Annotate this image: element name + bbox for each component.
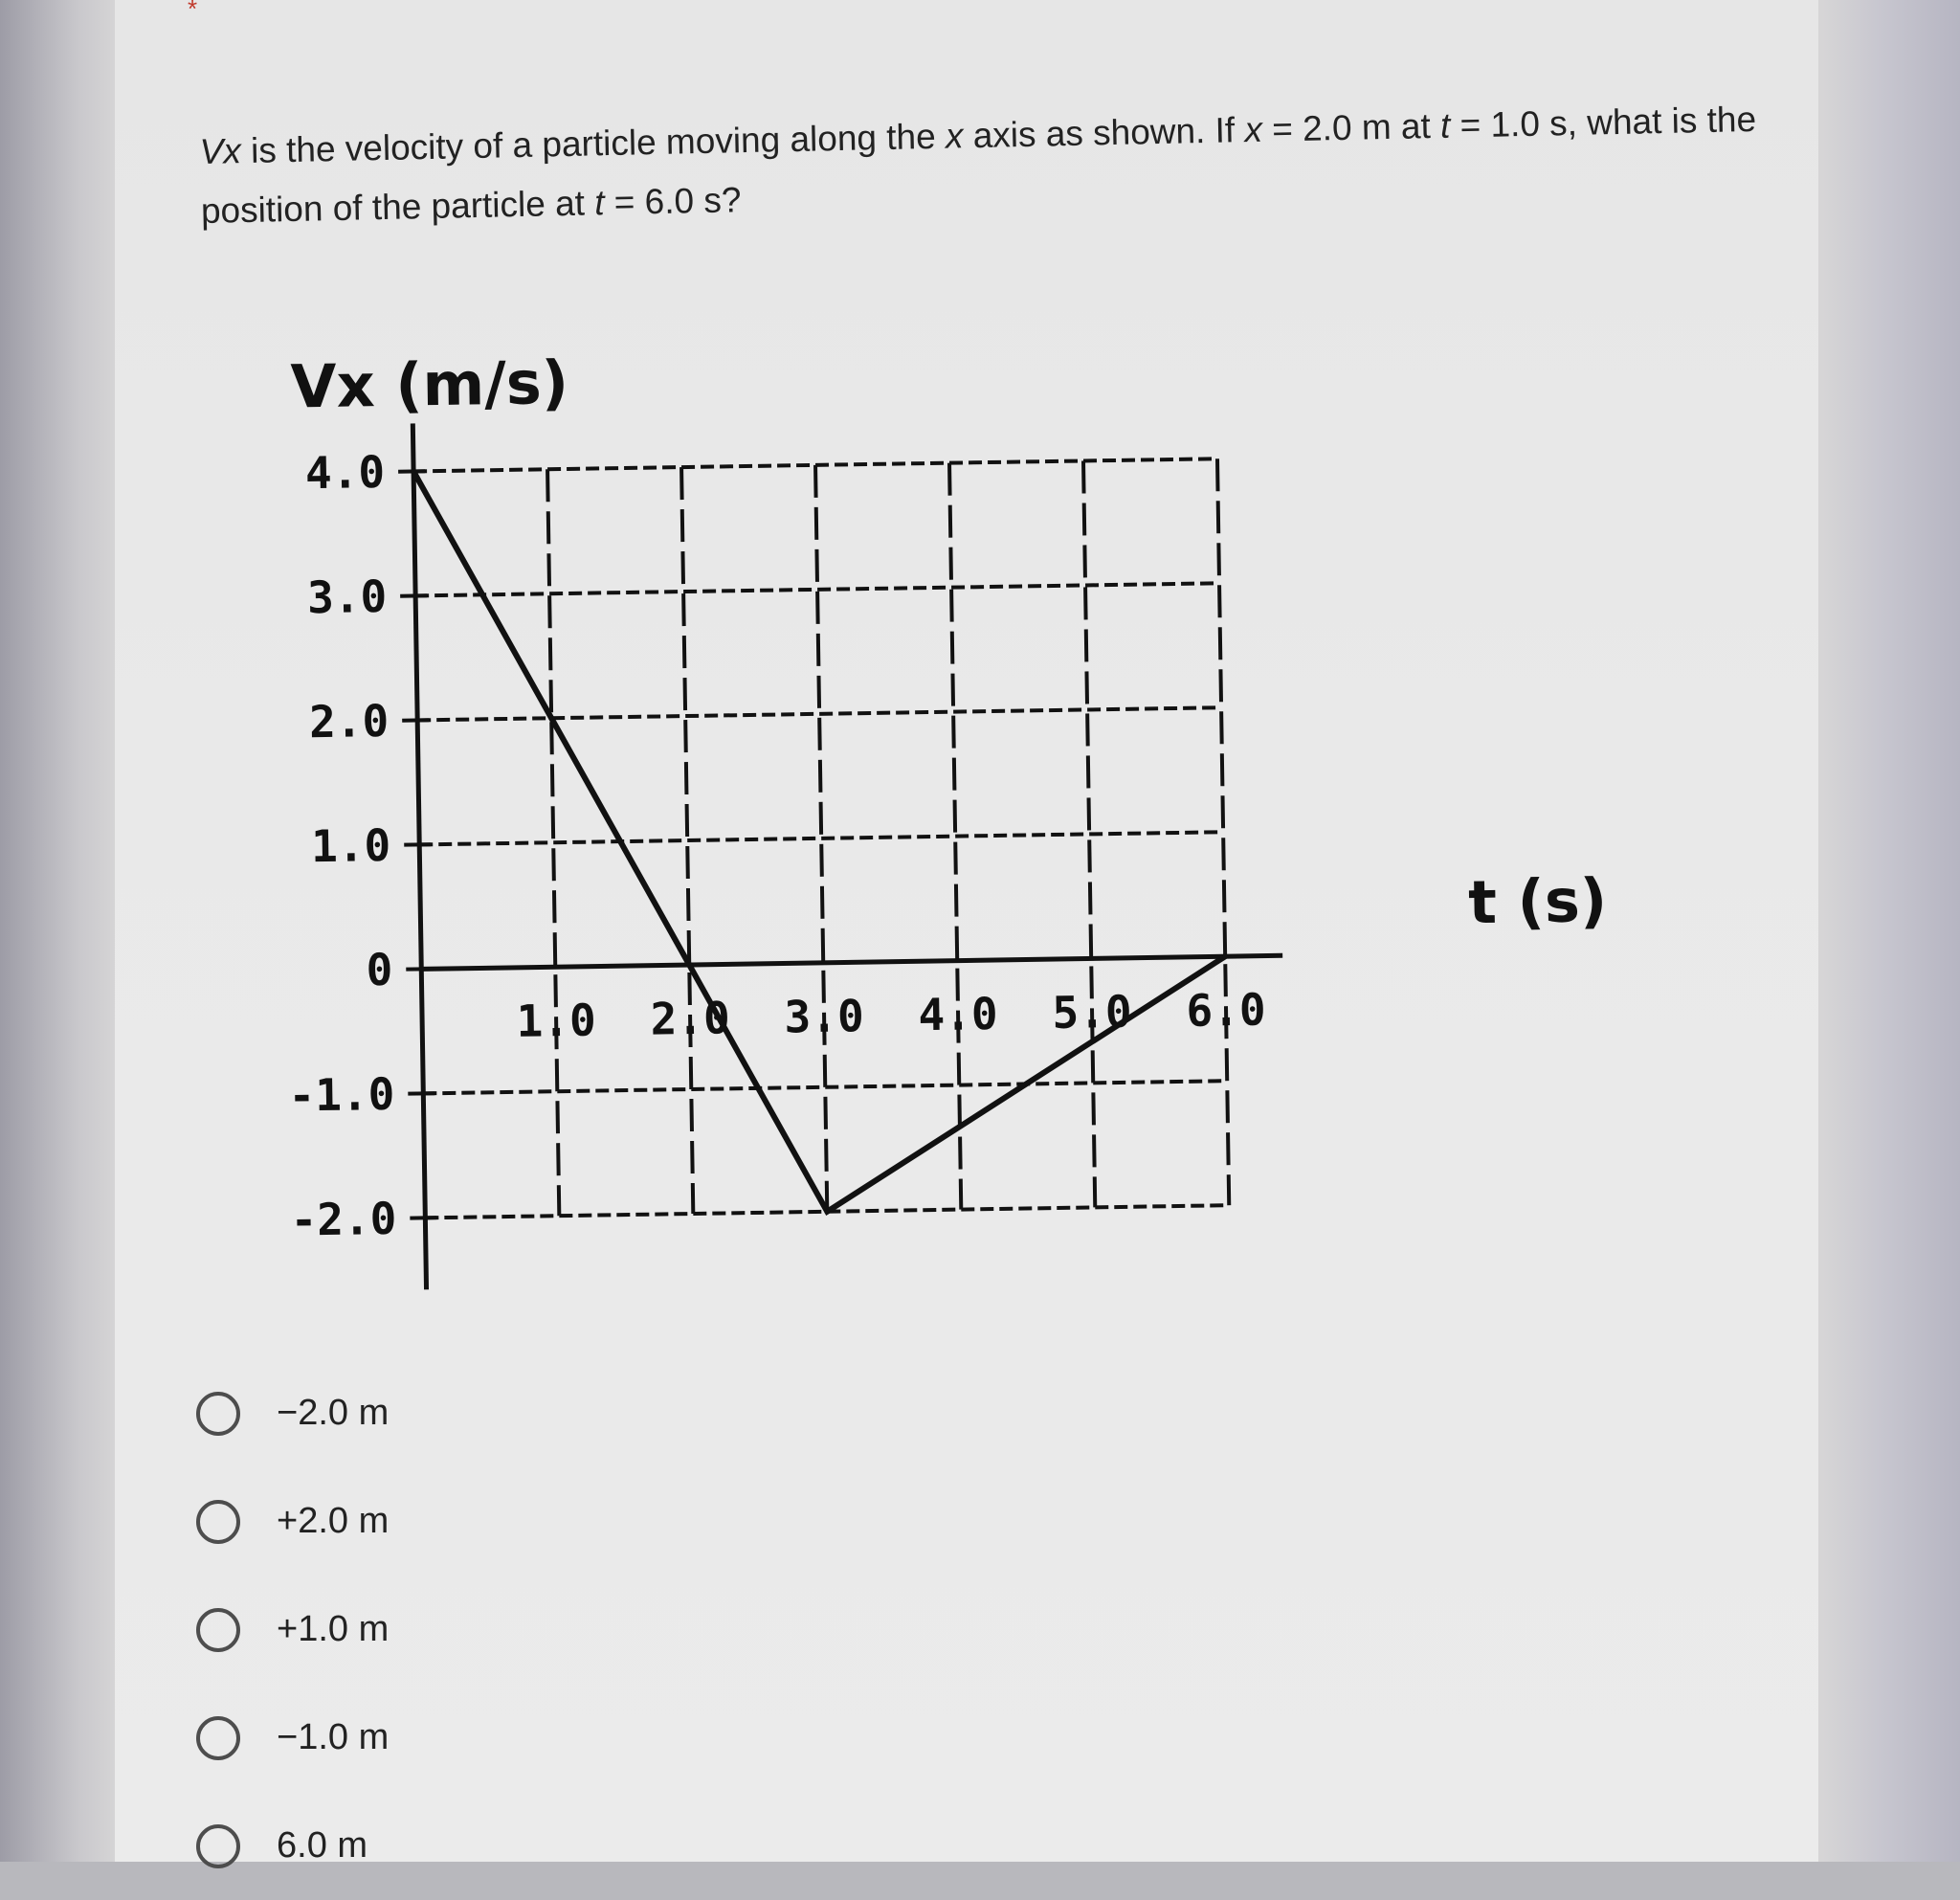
x-tick-label: 1.0	[516, 995, 596, 1047]
answer-option[interactable]	[196, 1576, 962, 1684]
question-text-part: = 1.0 s, what is the position of the particle at	[201, 100, 1757, 231]
answer-option-label: 6.0 m	[277, 1825, 368, 1866]
y-tick-label: 1.0	[311, 819, 391, 872]
question-var-t: t	[594, 183, 605, 222]
x-tick-label: 4.0	[918, 988, 998, 1040]
x-tick-label: 3.0	[784, 990, 864, 1042]
answer-option[interactable]	[196, 1792, 962, 1900]
y-tick-label: 4.0	[305, 446, 386, 499]
x-axis-line	[421, 955, 1282, 969]
answer-option-label: −2.0 m	[277, 1393, 389, 1434]
question-vx: Vx	[199, 131, 241, 171]
answer-option[interactable]	[196, 1684, 962, 1792]
answer-options	[196, 1359, 962, 1900]
y-tick-label: 3.0	[307, 570, 388, 623]
x-tick-label: 5.0	[1052, 986, 1132, 1039]
y-tick-label: 0	[366, 944, 393, 995]
velocity-time-graph	[258, 324, 1632, 1292]
question-var-x: x	[946, 116, 964, 155]
answer-option[interactable]	[196, 1359, 962, 1467]
question-var-x: x	[1244, 110, 1262, 149]
y-axis-title: Vx (m/s)	[290, 347, 569, 422]
x-axis-title: t (s)	[1468, 865, 1608, 937]
answer-option-label: +1.0 m	[277, 1609, 389, 1650]
chart-svg	[258, 324, 1632, 1292]
answer-option-label: −1.0 m	[277, 1717, 389, 1758]
question-text-part: axis as shown. If	[963, 110, 1245, 155]
question-text-part: is the velocity of a particle moving along the	[240, 117, 946, 170]
v-gridline	[1217, 458, 1229, 1205]
question-text-part: = 6.0 s?	[604, 180, 742, 222]
required-marker: *	[188, 0, 197, 24]
x-tick-label: 2.0	[650, 992, 730, 1044]
answer-option-label: +2.0 m	[277, 1501, 389, 1542]
radio-button[interactable]	[196, 1608, 240, 1652]
y-tick-label: -2.0	[290, 1193, 397, 1246]
radio-button[interactable]	[196, 1716, 240, 1760]
radio-button[interactable]	[196, 1500, 240, 1544]
x-tick-label: 6.0	[1186, 984, 1266, 1037]
y-tick-label: 2.0	[309, 695, 390, 748]
answer-option[interactable]	[196, 1467, 962, 1576]
y-axis-line	[412, 423, 426, 1289]
y-tick-label: -1.0	[288, 1068, 395, 1122]
chart-grid	[413, 458, 1229, 1218]
radio-button[interactable]	[196, 1392, 240, 1436]
chart-axes	[397, 410, 1287, 1289]
question-var-t: t	[1440, 106, 1451, 145]
question-text-part: = 2.0 m at	[1262, 106, 1441, 149]
